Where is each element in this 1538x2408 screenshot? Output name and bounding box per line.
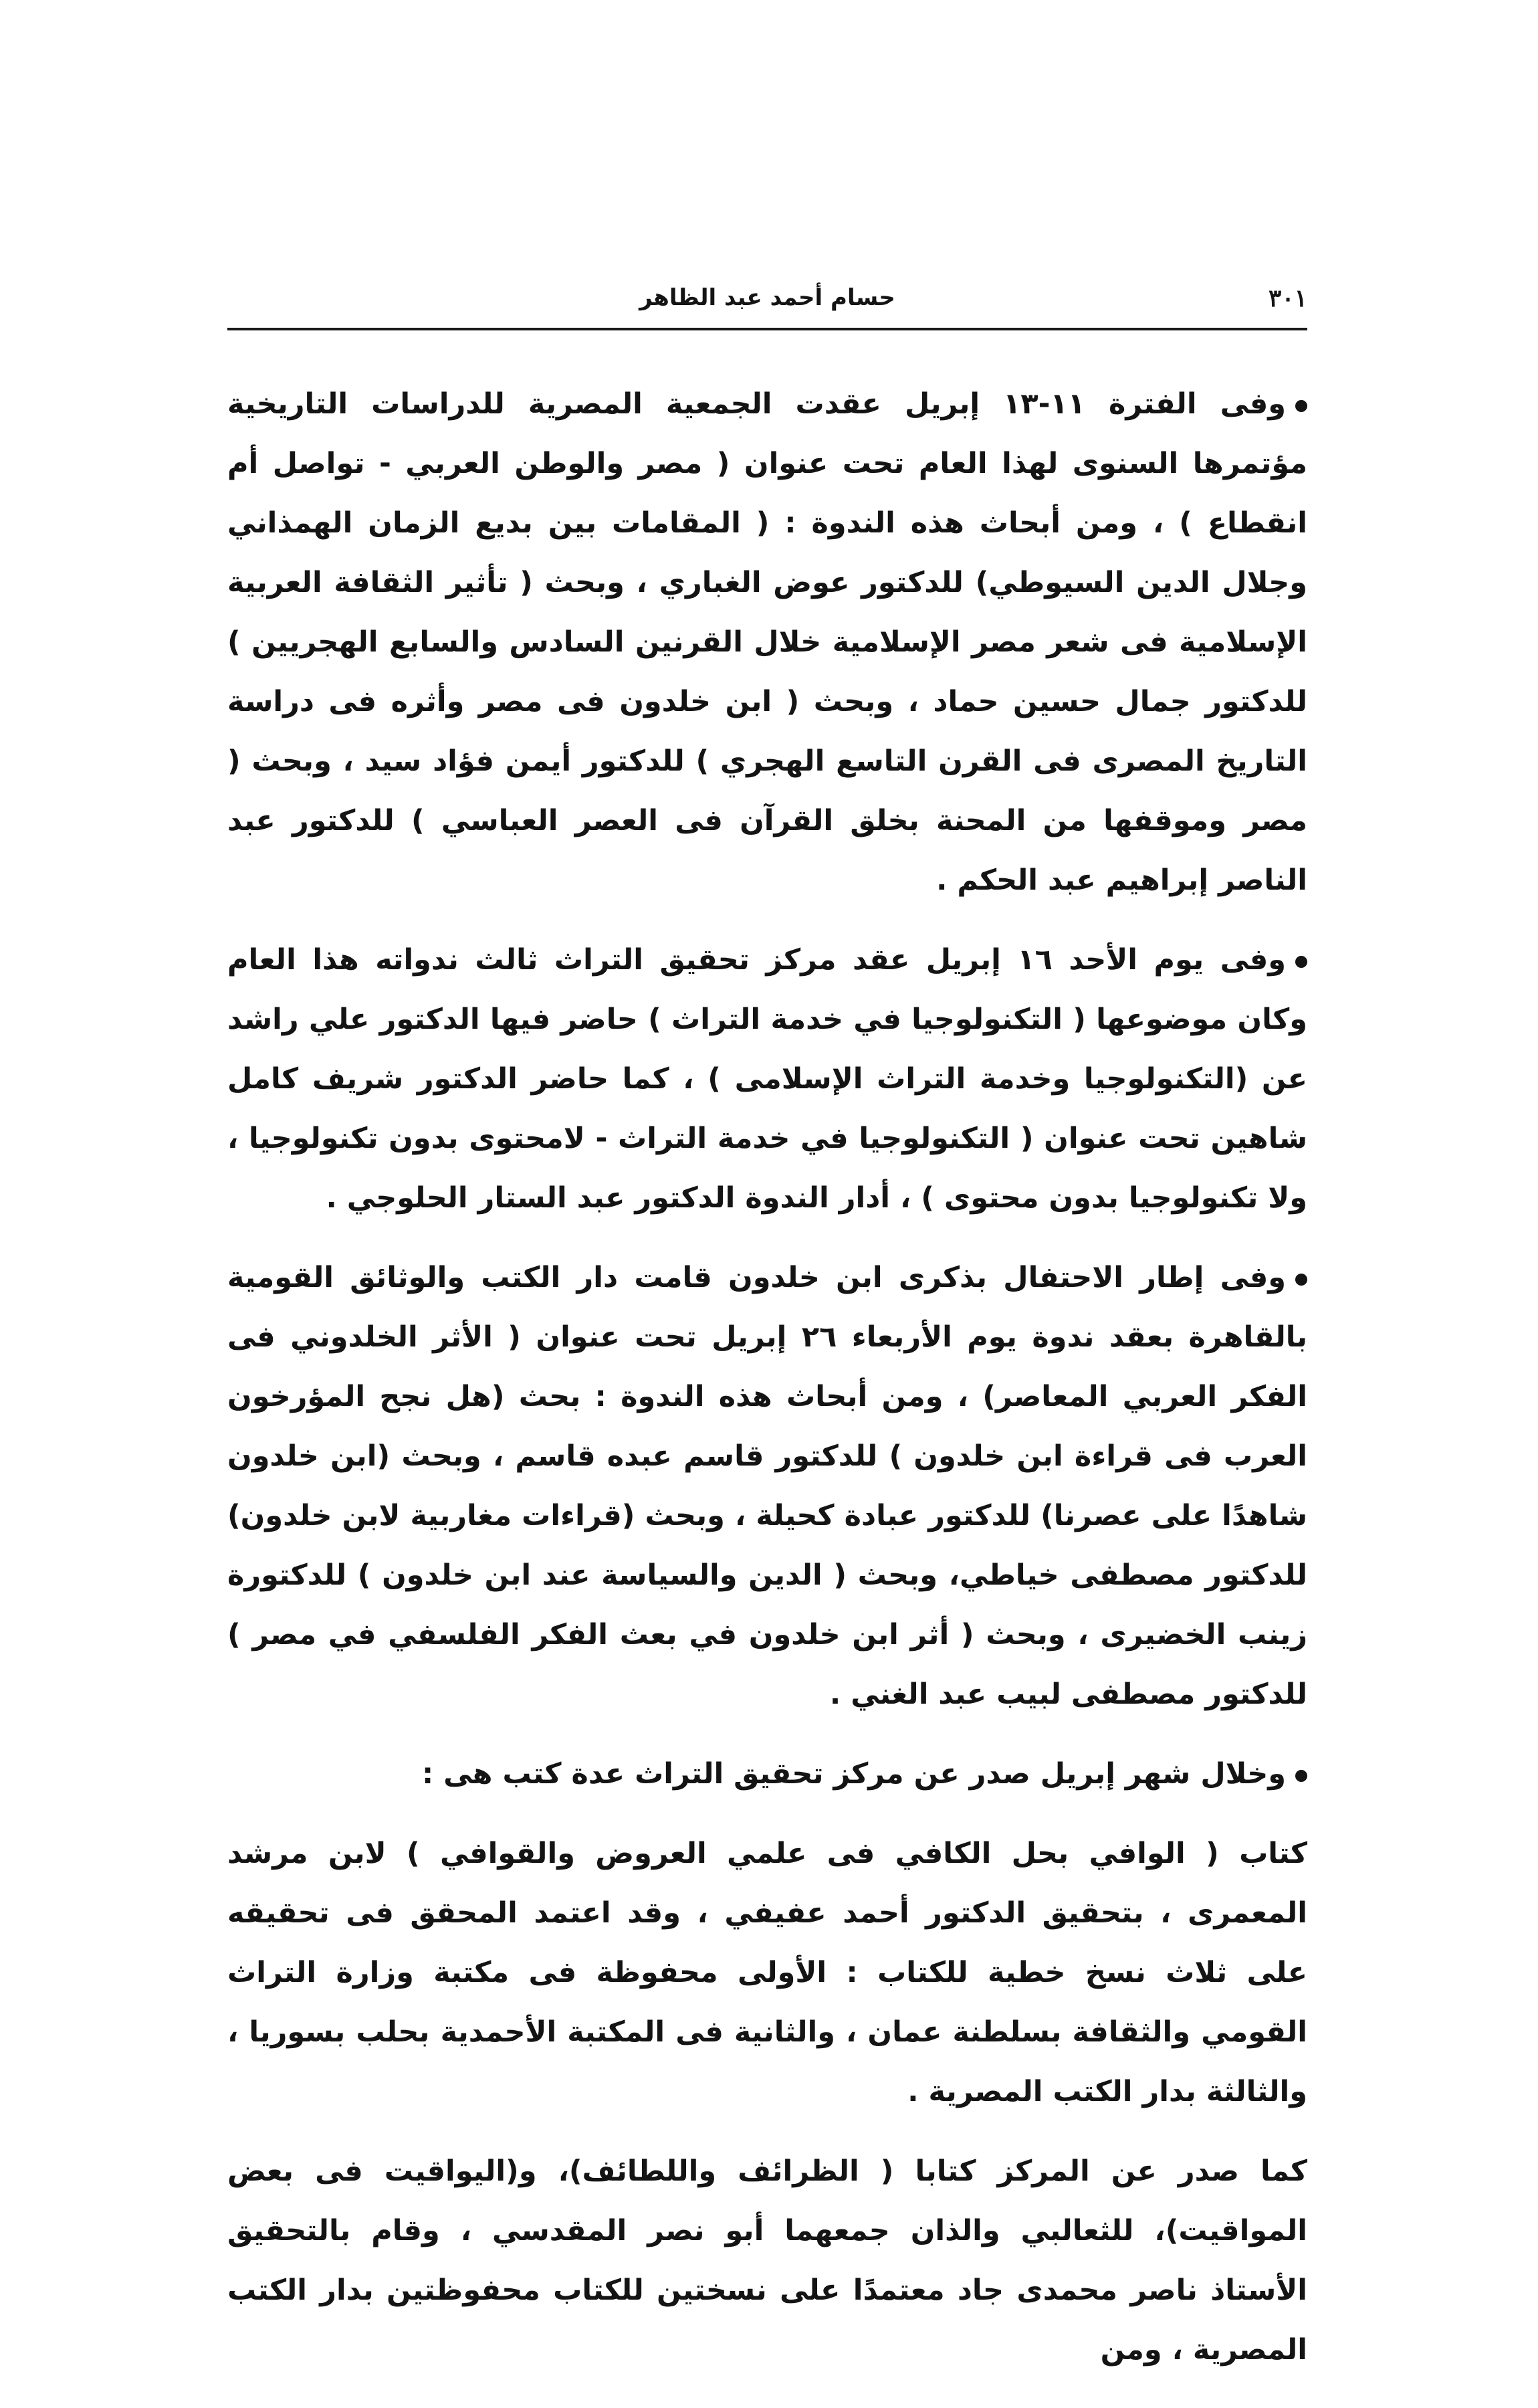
bullet-icon: [1295, 1770, 1307, 1782]
bullet-icon: [1295, 1274, 1307, 1286]
paragraph-april-books: [227, 1744, 1307, 1804]
paragraph-text: كما صدر عن المركز كتابا ( الظرائف واللطائف)، و(اليواقيت فى بعض المواقيت)، للثعالبي والذان جمعهما أبو نصر المقدسي ، وقام بالتحقيق الأستاذ ناصر محمدى جاد معتمدًا على نسختين للكتاب محفوظتين بدار الكتب المصرية ، ومن: [227, 2154, 1307, 2367]
bullet-icon: [1295, 956, 1307, 968]
paragraph-text: وفى إطار الاحتفال بذكرى ابن خلدون قامت دار الكتب والوثائق القومية بالقاهرة بعقد ندوة يوم الأربعاء ٢٦ إبريل تحت عنوان ( الأثر الخلدوني فى الفكر العربي المعاصر) ، ومن أبحاث هذه الندوة : بحث (هل نجح المؤرخون العرب فى قراءة ابن خلدون ) للدكتور قاسم عبده قاسم ، وبحث (ابن خلدون شاهدًا على عصرنا) للدكتور عبادة كحيلة ، وبحث (قراءات مغاربية لابن خلدون) للدكتور مصطفى خياطي، وبحث ( الدين والسياسة عند ابن خلدون ) للدكتورة زينب الخضيرى ، وبحث ( أثر ابن خلدون في بعث الفكر الفلسفي في مصر ) للدكتور مصطفى لبيب عبد الغني .: [227, 1261, 1308, 1711]
body-text: [227, 375, 1307, 2400]
paragraph-text: كتاب ( الوافي بحل الكافي فى علمي العروض والقوافي ) لابن مرشد المعمرى ، بتحقيق الدكتور أحمد عفيفي ، وقد اعتمد المحقق فى تحقيقه على ثلاث نسخ خطية للكتاب : الأولى محفوظة فى مكتبة وزارة التراث القومي والثقافة بسلطنة عمان ، والثانية فى المكتبة الأحمدية بحلب بسوريا ، والثالثة بدار الكتب المصرية .: [227, 1837, 1307, 2108]
page-number: ٣٠١: [1268, 284, 1307, 312]
header-author: حسام أحمد عبد الظاهر: [639, 284, 895, 311]
paragraph-alwafi-book: [227, 1824, 1307, 2122]
header-divider: [227, 328, 1307, 330]
paragraph-text: وخلال شهر إبريل صدر عن مركز تحقيق التراث عدة كتب هى :: [422, 1757, 1286, 1791]
paragraph-text: وفى يوم الأحد ١٦ إبريل عقد مركز تحقيق التراث ثالث ندواته هذا العام وكان موضوعها ( التكنولوجيا في خدمة التراث ) حاضر فيها الدكتور علي راشد عن (التكنولوجيا وخدمة التراث الإسلامى ) ، كما حاضر الدكتور شريف كامل شاهين تحت عنوان ( التكنولوجيا في خدمة التراث - لامحتوى بدون تكنولوجيا ، ولا تكنولوجيا بدون محتوى ) ، أدار الندوة الدكتور عبد الستار الحلوجي .: [227, 943, 1307, 1215]
paragraph-ibn-khaldun: [227, 1248, 1307, 1724]
paragraph-conference: [227, 375, 1307, 910]
paragraph-althaalibi-book: [227, 2142, 1307, 2380]
running-header: [227, 284, 1307, 324]
paragraph-heritage-seminar: [227, 930, 1307, 1228]
bullet-icon: [1295, 400, 1307, 412]
paragraph-text: وفى الفترة ١١-١٣ إبريل عقدت الجمعية المصرية للدراسات التاريخية مؤتمرها السنوى لهذا العام تحت عنوان ( مصر والوطن العربي - تواصل أم انقطاع ) ، ومن أبحاث هذه الندوة : ( المقامات بين بديع الزمان الهمذاني وجلال الدين السيوطي) للدكتور عوض الغباري ، وبحث ( تأثير الثقافة العربية الإسلامية فى شعر مصر الإسلامية خلال القرنين السادس والسابع الهجريين ) للدكتور جمال حسين حماد ، وبحث ( ابن خلدون فى مصر وأثره فى دراسة التاريخ المصرى فى القرن التاسع الهجري ) للدكتور أيمن فؤاد سيد ، وبحث ( مصر وموقفها من المحنة بخلق القرآن فى العصر العباسي ) للدكتور عبد الناصر إبراهيم عبد الحكم .: [227, 387, 1307, 897]
